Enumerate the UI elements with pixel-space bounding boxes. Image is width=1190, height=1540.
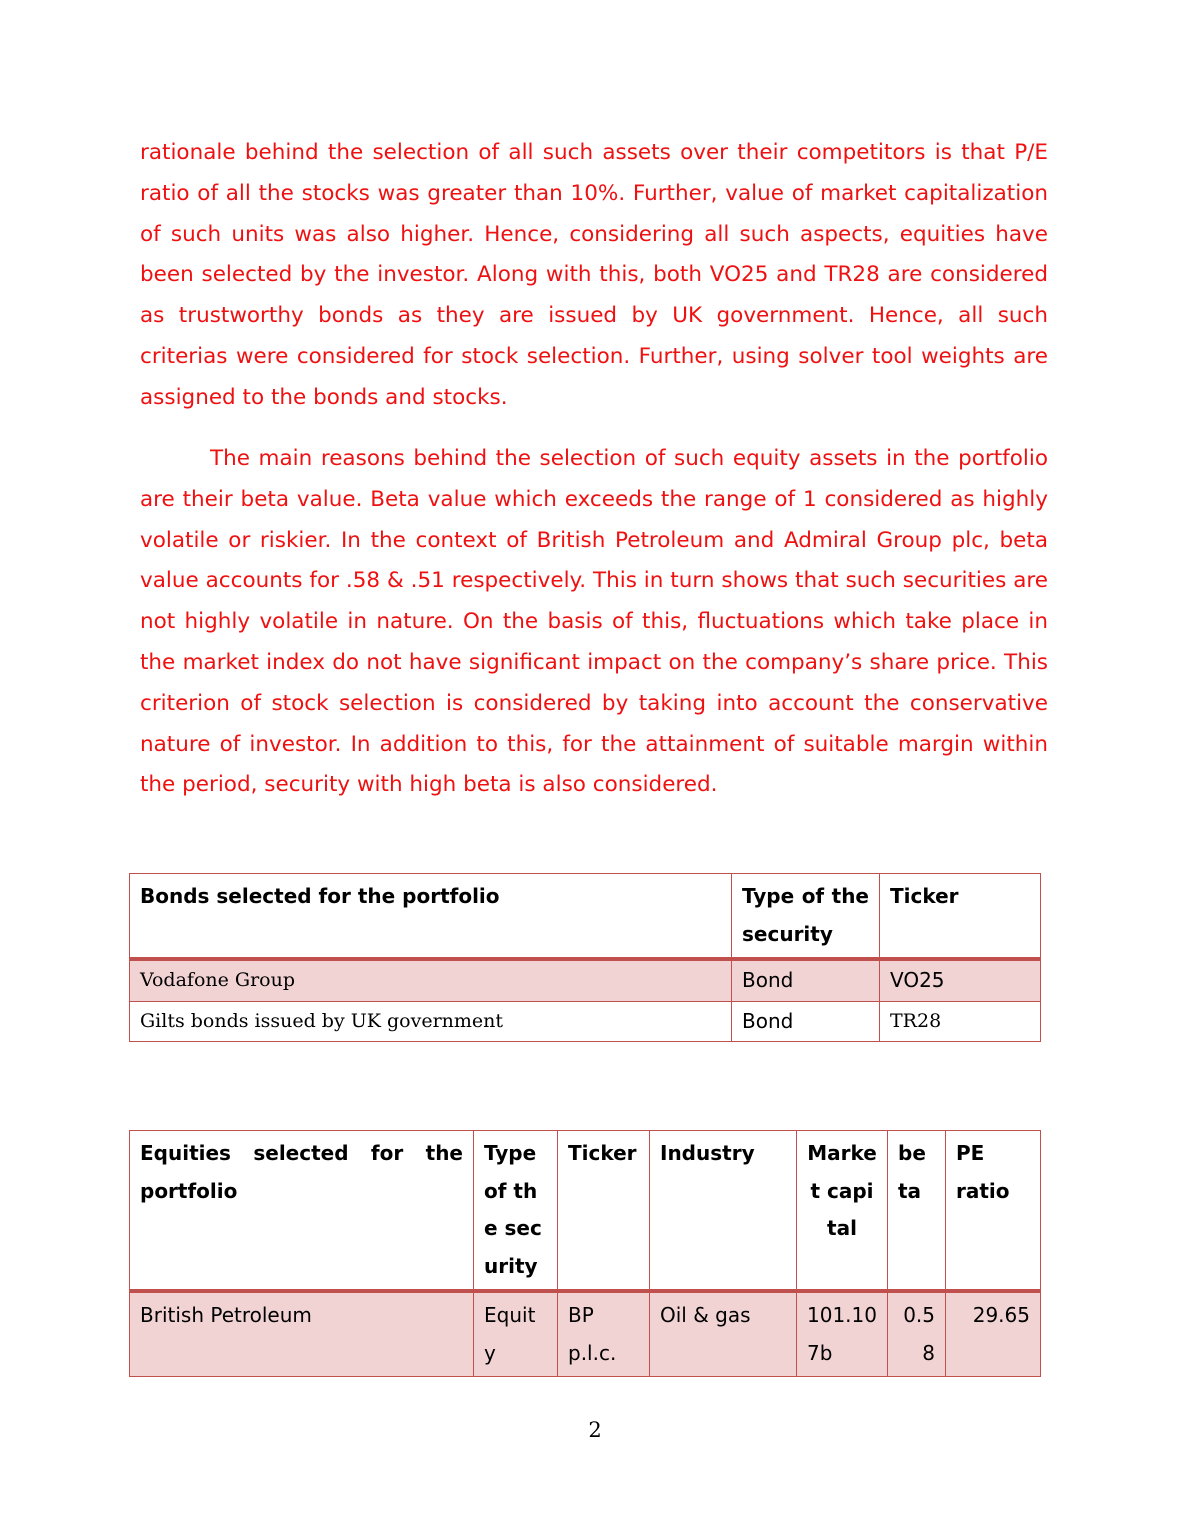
table-cell: TR28	[880, 1001, 1041, 1042]
header-cell: Type of the security	[474, 1131, 558, 1292]
page-number: 2	[588, 1418, 602, 1442]
table-header-row	[130, 874, 1041, 960]
table-cell: Bond	[732, 959, 880, 1001]
header-cell: Equities selected for the portfolio	[130, 1131, 474, 1292]
paragraph-beta-reasons: The main reasons behind the selection of such equity assets in the portfolio are their beta value. Beta value which exceeds the range of 1 considered as highly volatile or riskier. In the context of British Petroleum and Admiral Group plc, beta value accounts for .58 & .51 respectively. This in turn shows that such securities are not highly volatile in nature. On the basis of this, fluctuations which take place in the market index do not have significant impact on the company’s share price. This criterion of stock selection is considered by taking into account the conservative nature of investor. In addition to this, for the attainment of suitable margin within the period, security with high beta is also considered.	[140, 446, 1048, 798]
table-row	[130, 1291, 1041, 1377]
table-cell: Vodafone Group	[130, 959, 732, 1001]
table-cell: Oil & gas	[650, 1291, 797, 1377]
header-cell: Bonds selected for the portfolio	[130, 874, 732, 960]
header-cell: Industry	[650, 1131, 797, 1292]
table-cell: VO25	[880, 959, 1041, 1001]
header-cell: Ticker	[880, 874, 1041, 960]
table-cell: British Petroleum	[130, 1291, 474, 1377]
table-cell: Equity	[474, 1291, 558, 1377]
table-header-row	[130, 1131, 1041, 1292]
table-cell: 101.107b	[797, 1291, 888, 1377]
table-cell: 0.58	[888, 1291, 946, 1377]
header-cell: PE ratio	[946, 1131, 1041, 1292]
header-cell: Market capital	[797, 1131, 888, 1292]
header-cell: Ticker	[558, 1131, 650, 1292]
equities-table	[129, 1130, 1041, 1377]
table-cell: Bond	[732, 1001, 880, 1042]
paragraph-rationale: rationale behind the selection of all such assets over their competitors is that P/E ratio of all the stocks was greater than 10%. Further, value of market capitalization of such units was also higher. Hence, considering all such aspects, equities have been selected by the investor. Along with this, both VO25 and TR28 are considered as trustworthy bonds as they are issued by UK government. Hence, all such criterias were considered for stock selection. Further, using solver tool weights are assigned to the bonds and stocks.	[140, 140, 1048, 410]
table-cell: BP p.l.c.	[558, 1291, 650, 1377]
table-row	[130, 1001, 1041, 1042]
bonds-table	[129, 873, 1041, 1042]
header-cell: Type of the security	[732, 874, 880, 960]
header-cell: beta	[888, 1131, 946, 1292]
table-row	[130, 959, 1041, 1001]
table-cell: 29.65	[946, 1291, 1041, 1377]
table-cell: Gilts bonds issued by UK government	[130, 1001, 732, 1042]
